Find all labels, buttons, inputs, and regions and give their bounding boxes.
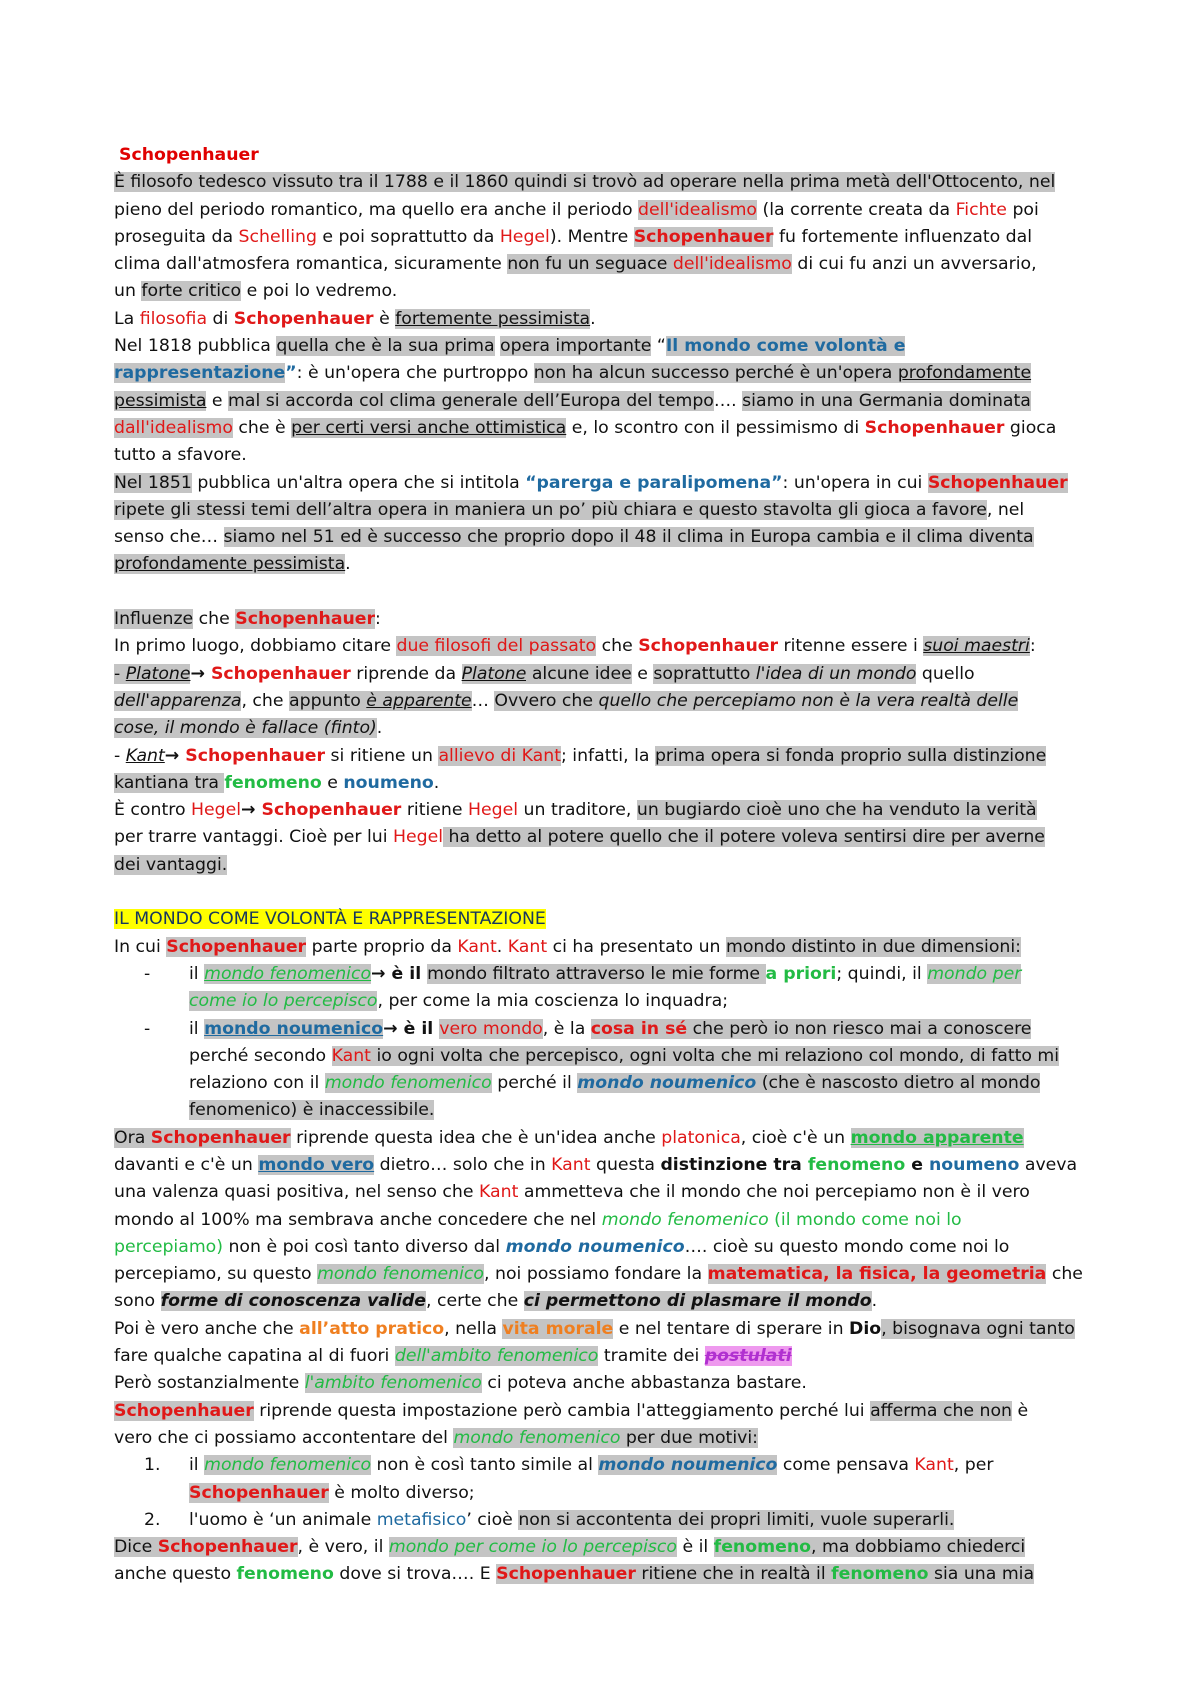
- text-run: quella che è la sua prima: [276, 336, 495, 357]
- text-run: e: [321, 772, 344, 793]
- text-run: fenomenico) è inaccessibile.: [189, 1100, 435, 1121]
- text-run: metafisico: [376, 1509, 467, 1530]
- text-run: non si accontenta dei propri limiti, vuole superarli.: [518, 1509, 955, 1530]
- bullet-continuation: [114, 1043, 1094, 1070]
- bullet-item: [114, 961, 1094, 988]
- text-run: .: [871, 1291, 878, 1312]
- bullet-continuation: [114, 988, 1094, 1015]
- text-run: mondo vero: [258, 1154, 375, 1175]
- text-run: afferma che non: [870, 1400, 1012, 1421]
- text-run: ritiene: [401, 800, 469, 821]
- text-run: .: [496, 936, 508, 957]
- text-run: fu fortemente influenzato dal: [773, 226, 1033, 247]
- text-run: Schopenhauer: [189, 1482, 329, 1503]
- text-run: io ogni volta che percepisco, ogni volta che mi relaziono col mondo, di fatto mi: [370, 1045, 1060, 1066]
- text-run: senso che…: [114, 527, 224, 548]
- text-run: , è vero, il: [297, 1537, 389, 1558]
- text-run: mondo al 100% ma sembrava anche concedere che nel: [114, 1209, 602, 1230]
- text-line: [114, 442, 1094, 469]
- document-body: [114, 142, 1094, 1589]
- text-run: siamo nel 51 ed è successo che proprio: [223, 527, 571, 548]
- text-run: pessimista: [114, 390, 207, 411]
- text-run: mondo noumenico: [598, 1455, 778, 1476]
- text-line: [114, 278, 1094, 305]
- text-line: [114, 360, 1094, 387]
- text-line: [114, 852, 1094, 879]
- text-run: due filosofi del passato: [396, 636, 597, 657]
- text-run: aveva: [1019, 1154, 1078, 1175]
- text-run: È filosofo tedesco vissuto tra il 1788 e il 1860 quindi si trovò ad operare nella prima metà dell'Ottocento, nel: [114, 172, 1056, 193]
- text-run: dove si trova…. E: [333, 1564, 497, 1585]
- text-line: [114, 743, 1094, 770]
- text-run: .: [590, 308, 596, 329]
- text-line: [114, 1234, 1094, 1261]
- work-title: Il mondo come volontà e: [665, 336, 906, 357]
- text-run: tramite dei: [598, 1346, 705, 1367]
- text-run: e: [631, 663, 654, 684]
- text-run: ). Mentre: [549, 226, 634, 247]
- text-run: gioca: [1004, 417, 1057, 438]
- text-run: dell'apparenza: [114, 690, 242, 711]
- text-run: mondo apparente: [850, 1127, 1024, 1148]
- text-line: [114, 497, 1094, 524]
- text-line: [114, 1370, 1094, 1397]
- text-run: fenomeno: [831, 1564, 929, 1585]
- text-run: mondo noumenico: [505, 1236, 685, 1257]
- text-run: vero che ci possiamo accontentare del: [114, 1427, 454, 1448]
- bullet-continuation: [114, 1070, 1094, 1097]
- text-run: Kant: [507, 936, 548, 957]
- text-run: ci poteva anche abbastanza bastare.: [481, 1373, 807, 1394]
- text-run: ci ha presentato un: [547, 936, 726, 957]
- text-run: Kant: [479, 1182, 519, 1203]
- text-run: davanti e c'è un: [114, 1154, 259, 1175]
- text-run: Schopenhauer: [233, 308, 374, 329]
- text-run: Nel 1851: [114, 472, 192, 493]
- text-run: Kant: [551, 1154, 591, 1175]
- text-run: Kant: [331, 1045, 371, 1066]
- text-run: il: [189, 1455, 205, 1476]
- text-line: [114, 1534, 1094, 1561]
- text-run: mal si accorda col clima generale dell’Europa del tempo: [228, 390, 714, 411]
- text-run: , ma dobbiamo chiederci: [811, 1537, 1026, 1558]
- text-line: [114, 606, 1094, 633]
- text-line: [114, 770, 1094, 797]
- text-line: [114, 1398, 1094, 1425]
- text-run: percepiamo, su questo: [114, 1264, 318, 1285]
- text-run: come pensava: [777, 1455, 915, 1476]
- numbered-item: [114, 1452, 1094, 1479]
- text-run: riprende questa impostazione però cambia l'atteggiamento perché lui: [253, 1400, 871, 1421]
- text-run: : un'opera in cui: [782, 472, 928, 493]
- text-run: quello che percepiamo non è la vera realtà delle: [598, 690, 1019, 711]
- text-run: questa: [590, 1154, 661, 1175]
- mondo-section: [114, 906, 1094, 1588]
- text-run: ritiene che in realtà il: [635, 1564, 832, 1585]
- text-run: mondo noumenico: [204, 1018, 384, 1039]
- text-run: noumeno: [928, 1154, 1020, 1175]
- text-run: vita morale: [502, 1318, 614, 1339]
- intro-paragraph: [114, 169, 1094, 305]
- text-run: .: [345, 554, 351, 575]
- text-run: mondo noumenico: [577, 1073, 757, 1094]
- text-run: che: [193, 609, 236, 630]
- text-run: perché il: [491, 1073, 578, 1094]
- text-run: Ovvero che: [494, 690, 599, 711]
- text-run: non fu un seguace: [507, 254, 673, 275]
- text-run: fortemente pessimista: [395, 308, 591, 329]
- text-run: il: [189, 1018, 205, 1039]
- text-run: Schopenhauer: [927, 472, 1068, 493]
- text-run: l'uomo è ‘un animale: [189, 1509, 377, 1530]
- text-run: suoi maestri: [923, 636, 1030, 657]
- text-run: fenomeno: [713, 1537, 811, 1558]
- text-run: → è il: [383, 1018, 440, 1039]
- text-run: , cioè c'è un: [740, 1127, 851, 1148]
- text-run: Nel 1818 pubblica: [114, 336, 277, 357]
- text-run: Schopenhauer: [633, 226, 774, 247]
- text-run: -: [114, 663, 126, 684]
- text-line: [114, 661, 1094, 688]
- text-run: forte critico: [141, 281, 242, 302]
- text-run: Schopenhauer: [157, 1537, 298, 1558]
- pessimism-paragraph: [114, 306, 1094, 579]
- text-run: Hegel: [499, 226, 550, 247]
- text-run: dall'idealismo: [114, 417, 233, 438]
- text-run: Platone: [125, 663, 191, 684]
- text-run: pieno del periodo romantico, ma quello era anche il periodo: [114, 199, 639, 220]
- text-run: …. cioè su questo mondo come noi lo: [684, 1236, 1010, 1257]
- text-run: mondo fenomenico: [453, 1427, 621, 1448]
- text-run: e poi soprattutto da: [316, 226, 500, 247]
- text-run: (il mondo come noi lo: [768, 1209, 962, 1230]
- text-run: Hegel: [191, 800, 242, 821]
- text-run: allievo di Kant: [438, 745, 561, 766]
- text-run: Schopenhauer: [150, 1127, 291, 1148]
- text-run: , certe che: [426, 1291, 524, 1312]
- text-line: [114, 470, 1094, 497]
- text-line: [114, 797, 1094, 824]
- text-run: Hegel: [393, 827, 444, 848]
- text-run: :: [1029, 636, 1036, 657]
- text-run: l'ambito fenomenico: [304, 1373, 482, 1394]
- heading-text: IL MONDO COME VOLONTÀ E RAPPRESENTAZIONE: [114, 909, 546, 930]
- arrow-icon: →: [164, 745, 186, 766]
- text-run: Influenze: [114, 609, 194, 630]
- text-run: è il: [676, 1537, 714, 1558]
- text-run: che però io non riesco mai a conoscere: [687, 1018, 1032, 1039]
- text-line: [114, 1316, 1094, 1343]
- text-run: è: [373, 308, 396, 329]
- text-run: Schopenhauer: [114, 1400, 254, 1421]
- text-run: mondo filtrato attraverso le mie forme: [427, 963, 766, 984]
- text-run: alcune idee: [526, 663, 632, 684]
- text-run: dell'idealismo: [672, 254, 792, 275]
- text-run: ; infatti, la: [560, 745, 655, 766]
- text-run: ritenne essere i: [778, 636, 924, 657]
- text-run: , bisognava ogni tanto: [881, 1318, 1075, 1339]
- text-line: [114, 197, 1094, 224]
- numbered-continuation: [114, 1480, 1094, 1507]
- text-line: [114, 1261, 1094, 1288]
- text-run: riprende da: [350, 663, 462, 684]
- text-line: [114, 1152, 1094, 1179]
- text-run: fenomeno: [224, 772, 322, 793]
- text-run: mondo per: [927, 963, 1022, 984]
- text-line: [114, 824, 1094, 851]
- text-run: non è così tanto simile al: [371, 1455, 599, 1476]
- text-run: perché secondo: [189, 1045, 332, 1066]
- text-run: In cui: [114, 936, 167, 957]
- text-run: → è il: [371, 963, 428, 984]
- text-run: dopo il 48 il clima in Europa cambia e il clima diventa: [570, 527, 1034, 548]
- document-title: Schopenhauer: [119, 145, 259, 165]
- text-run: poi: [1006, 199, 1039, 220]
- text-run: che è: [232, 417, 292, 438]
- list-number: 1.: [144, 1455, 161, 1476]
- text-run: platonica: [661, 1127, 741, 1148]
- text-run: dietro… solo che in: [374, 1154, 552, 1175]
- text-run: , per: [953, 1455, 994, 1476]
- influences-paragraph: [114, 606, 1094, 879]
- text-run: è apparente: [366, 690, 472, 711]
- text-run: dei vantaggi.: [114, 854, 228, 875]
- text-run: una valenza quasi positiva, nel senso che: [114, 1182, 479, 1203]
- list-number: 2.: [144, 1509, 161, 1530]
- text-run: Platone: [461, 663, 527, 684]
- text-run: Schopenhauer: [864, 417, 1005, 438]
- text-line: [114, 1343, 1094, 1370]
- text-line: [114, 633, 1094, 660]
- text-run: sono: [114, 1291, 161, 1312]
- text-run: profondamente: [897, 363, 1032, 384]
- text-run: : è un'opera che purtroppo: [296, 363, 534, 384]
- text-run: per due motivi:: [620, 1427, 758, 1448]
- text-line: [114, 934, 1094, 961]
- text-run: appunto: [289, 690, 367, 711]
- text-run: clima dall'atmosfera romantica, sicuramente: [114, 254, 508, 275]
- text-line: [114, 388, 1094, 415]
- text-run: mondo per come io lo percepisco: [388, 1537, 677, 1558]
- text-run: è: [1012, 1400, 1029, 1421]
- text-run: .: [376, 718, 383, 739]
- bullet-marker: -: [144, 1018, 151, 1039]
- text-run: si ritiene un: [325, 745, 439, 766]
- text-run: Fichte: [955, 199, 1007, 220]
- text-run: sia una mia: [928, 1564, 1035, 1585]
- text-run: matematica, la fisica, la geometria: [707, 1264, 1047, 1285]
- text-run: cosa in sé: [590, 1018, 688, 1039]
- text-run: Schopenhauer: [210, 663, 351, 684]
- text-line: [114, 1425, 1094, 1452]
- text-run: forme di conoscenza valide: [160, 1291, 427, 1312]
- text-run: Schopenhauer: [638, 636, 778, 657]
- text-run: Schopenhauer: [261, 800, 402, 821]
- text-run: ; quindi, il: [836, 963, 928, 984]
- text-run: di: [207, 308, 234, 329]
- text-run: ci permettono di plasmare il mondo: [523, 1291, 872, 1312]
- text-line: [114, 524, 1094, 551]
- bullet-item: [114, 1016, 1094, 1043]
- text-run: Dice: [114, 1537, 158, 1558]
- text-run: …: [471, 690, 495, 711]
- text-run: profondamente pessimista: [114, 554, 346, 575]
- text-run: In primo luogo, dobbiamo citare: [114, 636, 397, 657]
- text-run: “: [651, 336, 666, 357]
- text-run: , per come la mia coscienza lo inquadra;: [377, 991, 729, 1012]
- text-run: Schelling: [238, 226, 317, 247]
- text-run: cose, il mondo è fallace (finto): [114, 718, 377, 739]
- text-run: e poi lo vedremo.: [241, 281, 398, 302]
- text-run: quello: [916, 663, 975, 684]
- text-line: [114, 333, 1094, 360]
- text-run: mondo distinto in due dimensioni:: [725, 936, 1021, 957]
- text-run: all’atto pratico: [299, 1318, 445, 1339]
- arrow-icon: →: [241, 800, 262, 821]
- work-title: rappresentazione: [114, 363, 286, 384]
- text-run: (che è nascosto dietro al mondo: [756, 1073, 1041, 1094]
- text-run: kantiana tra: [114, 772, 225, 793]
- text-line: [114, 1288, 1094, 1315]
- text-run: percepiamo): [114, 1236, 223, 1257]
- text-run: Schopenhauer: [185, 745, 326, 766]
- text-run: tutto a sfavore.: [114, 445, 247, 466]
- text-run: fenomeno: [807, 1154, 906, 1175]
- text-line: [114, 224, 1094, 251]
- text-run: opera importante: [500, 336, 652, 357]
- arrow-icon: →: [190, 663, 211, 684]
- text-run: distinzione tra: [660, 1154, 808, 1175]
- text-run: e nel tentare di sperare in: [613, 1318, 850, 1339]
- text-run: un bugiardo cioè uno che ha venduto la verità: [636, 800, 1037, 821]
- text-line: [114, 1125, 1094, 1152]
- text-run: Però sostanzialmente: [114, 1373, 305, 1394]
- text-run: e, lo scontro con il pessimismo di: [566, 417, 865, 438]
- work-title: “parerga e paralipomena”: [525, 472, 783, 493]
- text-run: un traditore,: [518, 800, 637, 821]
- spacer: [114, 879, 1094, 906]
- text-run: a priori: [765, 963, 837, 984]
- text-run: Kant: [914, 1455, 954, 1476]
- text-run: mondo fenomenico: [317, 1264, 485, 1285]
- text-run: filosofia: [139, 308, 208, 329]
- bullet-continuation: [114, 1097, 1094, 1124]
- text-run: soprattutto: [653, 663, 756, 684]
- text-line: [114, 1561, 1094, 1588]
- text-run: ripete gli stessi temi dell’altra opera in maniera un po’ più chiara e questo stavolta: [114, 499, 838, 520]
- text-line: [114, 251, 1094, 278]
- text-run: :: [375, 609, 381, 630]
- text-line: [114, 551, 1094, 578]
- text-run: (la corrente creata da: [757, 199, 956, 220]
- text-run: Hegel: [468, 800, 519, 821]
- numbered-item: [114, 1507, 1094, 1534]
- text-line: [114, 415, 1094, 442]
- text-run: che: [596, 636, 639, 657]
- text-run: siamo in una Germania: [742, 390, 949, 411]
- text-line: [114, 1179, 1094, 1206]
- text-run: postulati: [704, 1346, 792, 1367]
- bullet-marker: -: [144, 963, 151, 984]
- text-run: Kant: [125, 745, 165, 766]
- text-run: Kant: [457, 936, 497, 957]
- text-run: È contro: [114, 800, 192, 821]
- text-run: Schopenhauer: [166, 936, 307, 957]
- text-run: Poi è vero anche che: [114, 1318, 300, 1339]
- text-run: riprende questa idea che è un'idea anche: [290, 1127, 662, 1148]
- text-run: e: [905, 1154, 929, 1175]
- text-run: mondo fenomenico: [601, 1209, 769, 1230]
- text-run: La: [114, 308, 140, 329]
- text-run: per trarre vantaggi. Cioè per lui: [114, 827, 393, 848]
- text-run: mondo fenomenico: [324, 1073, 492, 1094]
- text-run: pubblica un'altra opera che si intitola: [191, 472, 526, 493]
- text-run: dell'idealismo: [638, 199, 758, 220]
- spacer: [114, 579, 1094, 606]
- text-run: .: [433, 772, 440, 793]
- text-run: per certi versi anche ottimistica: [291, 417, 567, 438]
- text-run: noumeno: [343, 772, 434, 793]
- text-run: , nella: [444, 1318, 503, 1339]
- text-run: Dio: [849, 1318, 882, 1339]
- text-run: fare qualche capatina al di fuori: [114, 1346, 395, 1367]
- text-run: Schopenhauer: [235, 609, 376, 630]
- text-run: proseguita da: [114, 226, 239, 247]
- text-run: mondo fenomenico: [204, 963, 372, 984]
- text-run: anche questo: [114, 1564, 237, 1585]
- text-run: Ora: [114, 1127, 151, 1148]
- text-run: -: [114, 745, 126, 766]
- text-run: ammetteva che il mondo che noi percepiamo non è il vero: [518, 1182, 1030, 1203]
- text-run: dell'ambito fenomenico: [394, 1346, 599, 1367]
- text-run: mondo fenomenico: [204, 1455, 372, 1476]
- text-run: non ha alcun successo perché è un'opera: [533, 363, 898, 384]
- text-run: e: [206, 390, 229, 411]
- text-line: [114, 306, 1094, 333]
- text-run: , che: [241, 690, 290, 711]
- text-run: , è la: [542, 1018, 591, 1039]
- text-run: fenomeno: [236, 1564, 334, 1585]
- text-run: non è poi così tanto diverso dal: [222, 1236, 506, 1257]
- text-run: parte proprio da: [306, 936, 458, 957]
- text-run: ….: [713, 390, 743, 411]
- text-run: ’ cioè: [466, 1509, 519, 1530]
- text-run: un: [114, 281, 142, 302]
- text-run: dominata: [948, 390, 1031, 411]
- text-run: come io lo percepisco: [189, 991, 378, 1012]
- text-run: di cui fu anzi un avversario,: [791, 254, 1037, 275]
- text-line: [114, 169, 1094, 196]
- text-run: prima opera si fonda proprio sulla distinzione: [654, 745, 1047, 766]
- text-run: gli gioca a favore: [837, 499, 987, 520]
- section-heading: [114, 906, 1094, 933]
- text-run: , nel: [986, 499, 1025, 520]
- text-run: ”: [285, 363, 297, 384]
- text-line: [114, 715, 1094, 742]
- text-run: che: [1046, 1264, 1083, 1285]
- text-run: vero mondo: [439, 1018, 543, 1039]
- text-run: relaziono con il: [189, 1073, 325, 1094]
- text-line: [114, 688, 1094, 715]
- text-run: , noi possiamo fondare la: [484, 1264, 708, 1285]
- text-run: è molto diverso;: [328, 1482, 475, 1503]
- text-run: il: [189, 963, 205, 984]
- text-run: l'idea di un mondo: [755, 663, 917, 684]
- text-line: [114, 1207, 1094, 1234]
- text-run: Schopenhauer: [496, 1564, 636, 1585]
- text-run: ha detto al potere quello che il potere voleva sentirsi dire per averne: [443, 827, 1045, 848]
